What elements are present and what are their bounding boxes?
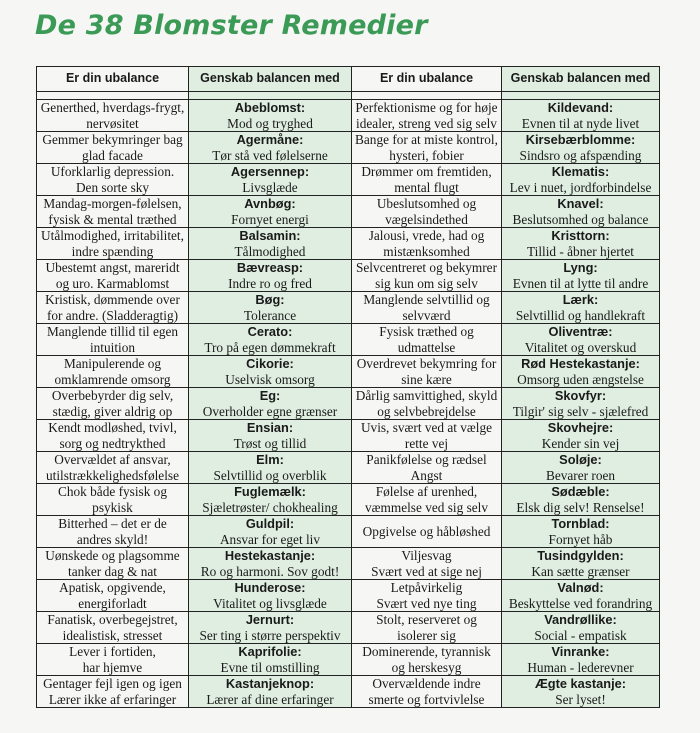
left-imbalance-cell [37,228,189,260]
table-row [37,356,660,388]
table-row [37,228,660,260]
gap-cell [189,92,352,100]
imbalance-text-line: Kendt modløshed, tvivl, [48,420,177,435]
left-remedy-cell [189,164,352,196]
left-remedy-cell [189,196,352,228]
imbalance-text-line: Lærer ikke af erfaringer [48,691,177,707]
remedy-name: Vandrøllike: [544,612,617,627]
imbalance-text-line: Ubeslutsomhed og [376,196,477,211]
remedy-effect: Bevarer roen [545,467,616,483]
imbalance-text-line: Manglende tillid til egen [46,324,179,339]
imbalance-text-line: Viljesvag [401,548,452,563]
imbalance-text-line: og selvbebrejdelse [377,403,476,419]
table-row [37,164,660,196]
remedy-name: Cerato: [247,324,293,339]
right-imbalance-cell [352,132,502,164]
remedy-effect: Fornyet håb [548,531,613,547]
remedy-name: Sødæble: [551,484,610,499]
remedy-effect: Tro på egen dømmekraft [204,339,336,355]
imbalance-text-line: fysisk & mental træthed [48,211,177,227]
imbalance-text-line: idealer, streng ved sig selv [356,115,497,131]
remedy-name: Soløje: [559,452,602,467]
remedy-effect: Trøst og tillid [233,435,307,451]
remedy-name: Abeblomst: [234,100,306,115]
remedy-effect: Tilgir' sig selv - sjælefred [512,403,649,419]
remedy-effect: Kan sætte grænser [531,563,630,579]
imbalance-text-line: og herskesyg [391,659,462,675]
table-row [37,516,660,548]
right-imbalance-cell [352,388,502,420]
imbalance-text-line: Bitterhed – det er de [58,516,167,531]
right-remedy-cell [502,548,660,580]
remedy-name: Kastanjeknop: [225,676,315,691]
right-remedy-cell [502,196,660,228]
right-remedy-cell [502,132,660,164]
remedy-effect: Vitalitet og overskud [524,339,637,355]
left-imbalance-cell [37,516,189,548]
right-imbalance-cell [352,516,502,548]
imbalance-text-line: Fanatisk, overbegejstret, [47,612,178,627]
left-remedy-cell [189,356,352,388]
remedy-name: Agermåne: [236,132,304,147]
remedy-name: Hunderose: [234,580,306,595]
remedy-effect: Uselvisk omsorg [225,371,315,387]
right-imbalance-cell [352,356,502,388]
right-remedy-cell [502,292,660,324]
left-remedy-cell [189,676,352,708]
imbalance-text-line: intuition [89,339,136,355]
imbalance-text-line: mistænksomhed [383,243,470,259]
right-remedy-cell [502,612,660,644]
table-row [37,132,660,164]
left-remedy-cell [189,324,352,356]
remedy-name: Balsamin: [239,228,301,243]
left-remedy-cell [189,388,352,420]
table-row [37,260,660,292]
imbalance-text-line: Bange for at miste kontrol, [355,132,498,147]
imbalance-text-line: Panikfølelse og rædsel [366,452,487,467]
remedy-effect: Evnen til at lytte til andre [512,275,649,291]
imbalance-text-line: Letpåvirkelig [390,580,463,595]
remedy-name: Kristtorn: [551,228,610,243]
right-remedy-cell [502,388,660,420]
remedy-name: Elm: [256,452,284,467]
imbalance-text-line: sig kun om sig selv [375,275,478,291]
right-imbalance-cell [352,324,502,356]
remedy-effect: Evnen til at nyde livet [521,115,640,131]
imbalance-text-line: glad facade [82,147,143,163]
left-imbalance-cell [37,356,189,388]
table-row [37,484,660,516]
right-remedy-cell [502,644,660,676]
imbalance-text-line: Mandag-morgen-følelsen, [43,196,182,211]
table-row [37,420,660,452]
remedies-table [36,66,660,708]
imbalance-text-line: isolerer sig [397,627,456,643]
table-row [37,548,660,580]
imbalance-text-line: Følelse af urenhed, [375,484,478,499]
imbalance-text-line: Angst [410,467,443,483]
left-remedy-cell [189,612,352,644]
left-imbalance-cell [37,100,189,132]
right-imbalance-cell [352,228,502,260]
remedy-name: Knavel: [557,196,604,211]
left-remedy-cell [189,516,352,548]
imbalance-text-line: sine kære [401,371,452,387]
table-row [37,324,660,356]
imbalance-text-line: indre spænding [71,243,154,259]
imbalance-text-line: Uvis, svært ved at vælge [360,420,493,435]
right-imbalance-cell [352,644,502,676]
remedy-effect: Lærer af dine erfaringer [206,691,334,707]
remedy-effect: Lev i nuet, jordforbindelse [509,179,652,195]
remedy-effect: Selvtillid og handlekraft [515,307,646,323]
right-remedy-cell [502,580,660,612]
remedy-name: Guldpil: [245,516,295,531]
remedy-effect: Omsorg uden ængstelse [517,371,644,387]
imbalance-text-line: Svært ved at sige nej [371,563,482,579]
remedy-name: Lyng: [563,260,598,275]
imbalance-text-line: Apatisk, opgivende, [59,580,166,595]
imbalance-text-line: Uforklarlig depression. [50,164,175,179]
remedy-name: Avnbøg: [244,196,296,211]
imbalance-text-line: Den sorte sky [75,179,150,195]
remedy-effect: Elsk dig selv! Renselse! [516,499,645,515]
imbalance-text-line: sorg og nedtrykthed [59,435,166,451]
imbalance-text-line: energiforladt [78,595,147,611]
imbalance-text-line: andres skyld! [76,531,149,547]
imbalance-text-line: og uro. Karmablomst [55,275,170,291]
imbalance-text-line: Gemmer bekymringer bag [42,132,183,147]
left-remedy-cell [189,292,352,324]
imbalance-text-line: Drømmer om fremtiden, [361,164,492,179]
table-body [37,92,660,708]
imbalance-text-line: Kristisk, dømmende over [45,292,180,307]
remedy-name: Jernurt: [245,612,295,627]
remedy-effect: Tolerance [243,307,297,323]
table-row [37,452,660,484]
left-imbalance-cell [37,612,189,644]
remedy-name: Oliventræ: [548,324,613,339]
imbalance-text-line: omklamrende omsorg [54,371,171,387]
remedy-name: Eg: [259,388,281,403]
left-imbalance-cell [37,324,189,356]
imbalance-text-line: Overvældende indre [372,676,481,691]
imbalance-text-line: Manglende selvtillid og [363,292,490,307]
remedy-name: Skovfyr: [554,388,607,403]
gap-cell [502,92,660,100]
right-remedy-cell [502,228,660,260]
right-imbalance-cell [352,196,502,228]
remedy-name: Agersennep: [230,164,310,179]
remedy-name: Fuglemælk: [234,484,306,499]
left-imbalance-cell [37,452,189,484]
remedy-effect: Kender sin vej [541,435,620,451]
left-imbalance-cell [37,580,189,612]
remedy-name: Ægte kastanje: [534,676,627,691]
left-imbalance-cell [37,164,189,196]
remedy-name: Kildevand: [547,100,614,115]
remedy-name: Valnød: [557,580,604,595]
remedy-effect: Human - lederevner [527,659,634,675]
remedy-effect: Sindsro og afspænding [519,147,642,163]
right-imbalance-cell [352,420,502,452]
right-remedy-cell [502,676,660,708]
left-imbalance-cell [37,292,189,324]
imbalance-text-line: selvværd [402,307,451,323]
right-remedy-cell [502,100,660,132]
table-row [37,644,660,676]
right-imbalance-cell [352,580,502,612]
remedy-name: Vinranke: [551,644,610,659]
imbalance-text-line: Chok både fysisk og [58,484,167,499]
imbalance-text-line: Gentager fejl igen og igen [43,676,182,691]
header-remedy-right: Genskab balancen med [502,67,660,92]
imbalance-text-line: Dominerende, tyrannisk [362,644,491,659]
remedy-effect: Ansvar for eget liv [219,531,321,547]
remedy-effect: Livsglæde [242,179,298,195]
remedy-effect: Tålmodighed [234,243,306,259]
header-imbalance-left: Er din ubalance [37,67,189,92]
remedy-effect: Tillid - åbner hjertet [527,243,634,259]
imbalance-text-line: Lever i fortiden, [69,644,156,659]
header-gap-row [37,92,660,100]
remedy-effect: Beslutsomhed og balance [512,211,649,227]
remedy-name: Klematis: [551,164,610,179]
left-imbalance-cell [37,196,189,228]
left-remedy-cell [189,228,352,260]
imbalance-text-line: Manipulerende og [63,356,162,371]
right-imbalance-cell [352,484,502,516]
imbalance-text-line: nervøsitet [86,115,139,131]
imbalance-text-line: Svært ved nye ting [376,595,477,611]
remedy-effect: Fornyet energi [231,211,309,227]
remedy-effect: Sjæletrøster/ chokhealing [202,499,338,515]
left-imbalance-cell [37,548,189,580]
remedy-effect: Mod og tryghed [227,115,313,131]
remedy-effect: Vitalitet og livsglæde [213,595,327,611]
right-imbalance-cell [352,100,502,132]
imbalance-text-line: rette vej [404,435,449,451]
left-imbalance-cell [37,132,189,164]
remedy-effect: Ser lyset! [555,691,606,707]
imbalance-text-line: Dårlig samvittighed, skyld [355,388,498,403]
left-imbalance-cell [37,420,189,452]
right-imbalance-cell [352,548,502,580]
left-imbalance-cell [37,484,189,516]
right-remedy-cell [502,516,660,548]
table-row [37,292,660,324]
imbalance-text-line: hysteri, fobier [389,147,464,163]
left-imbalance-cell [37,676,189,708]
remedy-name: Hestekastanje: [224,548,316,563]
remedy-name: Kirsebærblomme: [525,132,636,147]
left-remedy-cell [189,452,352,484]
imbalance-text-line: Overbebyrder dig selv, [51,388,174,403]
imbalance-text-line: tanker dag & nat [68,563,157,579]
imbalance-text-line: Uønskede og plagsomme [45,548,180,563]
left-remedy-cell [189,132,352,164]
gap-cell [37,92,189,100]
imbalance-text-line: idealistisk, stresset [62,627,163,643]
right-remedy-cell [502,164,660,196]
remedy-effect: Tør stå ved følelserne [212,147,328,163]
left-remedy-cell [189,548,352,580]
right-remedy-cell [502,484,660,516]
left-imbalance-cell [37,260,189,292]
remedy-name: Tusindgylden: [537,548,624,563]
remedy-effect: Evne til omstilling [220,659,320,675]
table-row [37,388,660,420]
remedy-name: Rød Hestekastanje: [521,356,640,371]
right-imbalance-cell [352,260,502,292]
right-remedy-cell [502,260,660,292]
imbalance-text-line: Utålmodighed, irritabilitet, [41,228,184,243]
remedy-name: Ensian: [246,420,294,435]
imbalance-text-line: Stolt, reserveret og [376,612,477,627]
left-remedy-cell [189,260,352,292]
remedy-effect: Beskyttelse ved forandring [508,595,653,611]
table-row [37,612,660,644]
imbalance-text-line: mental flugt [394,179,459,195]
imbalance-text-line: udmattelse [397,339,456,355]
imbalance-text-line: psykisk [92,499,133,515]
imbalance-text-line: stædig, giver aldrig op [52,403,173,419]
remedy-effect: Indre ro og fred [228,275,312,291]
remedy-effect: Selvtillid og overblik [213,467,327,483]
imbalance-text-line: for andre. (Sladderagtig) [46,307,179,323]
imbalance-text-line: Ubestemt angst, mareridt [45,260,180,275]
remedy-effect: Social - empatisk [534,627,627,643]
remedy-name: Tornblad: [551,516,610,531]
left-imbalance-cell [37,388,189,420]
remedy-effect: Ro og harmoni. Sov godt! [200,563,340,579]
left-remedy-cell [189,580,352,612]
remedy-effect: Overholder egne grænser [202,403,338,419]
right-imbalance-cell [352,164,502,196]
left-imbalance-cell [37,644,189,676]
right-imbalance-cell [352,612,502,644]
imbalance-text-line: utilstrækkelighedsfølelse [46,467,179,483]
imbalance-text-line: Jalousi, vrede, had og [368,228,485,243]
table-header-row [37,67,660,92]
left-remedy-cell [189,420,352,452]
imbalance-text-line: Selvcentreret og bekymrer [355,260,498,275]
imbalance-text-line: Overvældet af ansvar, [54,452,171,467]
imbalance-text-line: har hjemve [82,659,143,675]
right-imbalance-cell [352,676,502,708]
imbalance-text-line: Overdrevet bekymring for [356,356,497,371]
right-remedy-cell [502,420,660,452]
right-remedy-cell [502,356,660,388]
remedy-name: Bøg: [255,292,285,307]
imbalance-text-line: Perfektionisme og for høje [355,100,498,115]
remedy-name: Bævreasp: [236,260,304,275]
right-remedy-cell [502,324,660,356]
table-row [37,676,660,708]
table-row [37,100,660,132]
imbalance-text-line: Generthed, hverdags-frygt, [40,100,185,115]
right-remedy-cell [502,452,660,484]
remedy-effect: Ser ting i større perspektiv [199,627,341,643]
imbalance-text-line: Fysisk træthed og [379,324,474,339]
remedy-name: Cikorie: [246,356,294,371]
imbalance-text-line: Opgivelse og håbløshed [362,523,491,539]
header-imbalance-right: Er din ubalance [352,67,502,92]
table-row [37,580,660,612]
right-imbalance-cell [352,452,502,484]
imbalance-text-line: smerte og fortvivlelse [368,691,485,707]
table-row [37,196,660,228]
remedy-name: Skovhejre: [547,420,614,435]
header-remedy-left: Genskab balancen med [189,67,352,92]
left-remedy-cell [189,100,352,132]
remedy-name: Kaprifolie: [238,644,302,659]
left-remedy-cell [189,484,352,516]
gap-cell [352,92,502,100]
left-remedy-cell [189,644,352,676]
remedy-name: Lærk: [562,292,599,307]
right-imbalance-cell [352,292,502,324]
imbalance-text-line: væmmelse ved sig selv [365,499,488,515]
imbalance-text-line: vægelsindethed [385,211,468,227]
page-title: De 38 Blomster Remedier [35,10,428,41]
